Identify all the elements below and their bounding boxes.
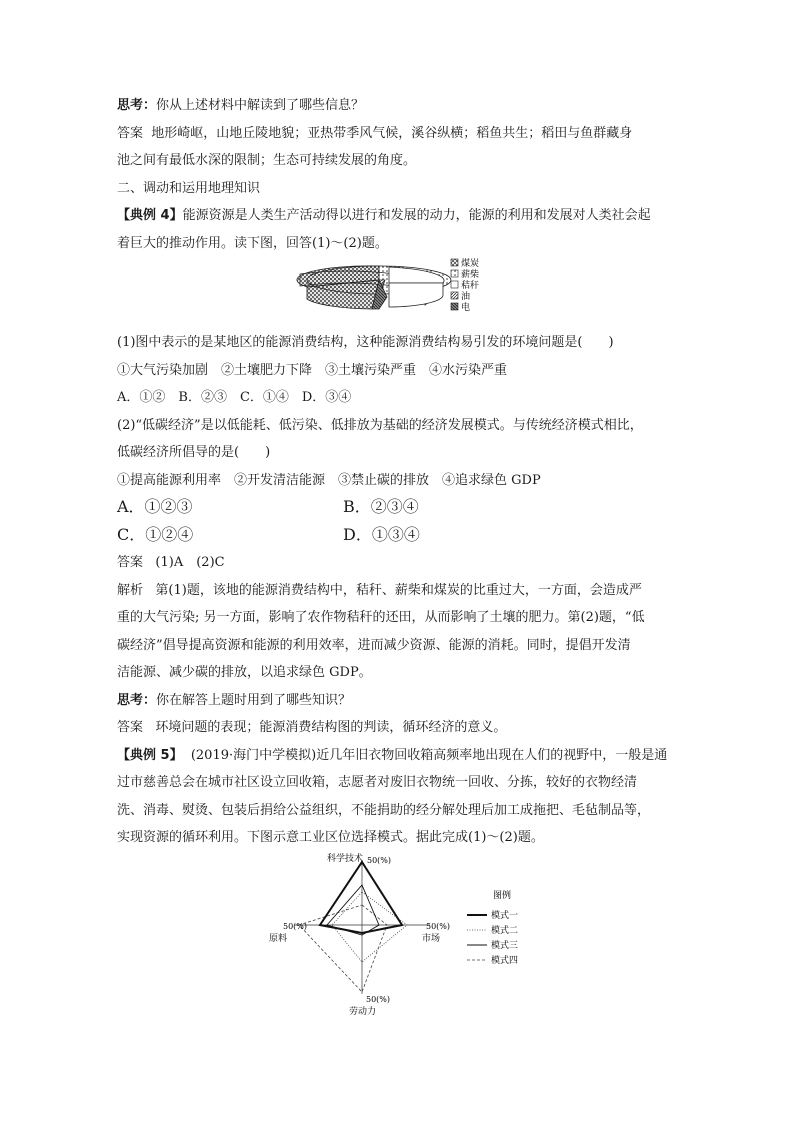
analysis-cont-3: 洁能源、减少碳的排放，以追求绿色 GDP。	[117, 665, 372, 680]
question-2-options: ①提高能源利用率 ②开发清洁能源 ③禁止碳的排放 ④追求绿色 GDP	[117, 472, 541, 488]
question-1-options: ①大气污染加剧 ②土壤肥力下降 ③土壤污染严重 ④水污染严重	[117, 362, 508, 378]
example-label: 【典例 5】	[117, 747, 183, 763]
example-5-intro: 【典例 5】 (2019·海门中学模拟)近几年旧衣物回收箱高频率地出现在人们的视野中，一般是通	[117, 747, 668, 763]
axis-label-market: 市场	[422, 933, 441, 944]
example-5-cont-3: 实现资源的循环利用。下图示意工业区位选择模式。据此完成(1)～(2)题。	[117, 830, 544, 845]
energy-pie-chart	[117, 257, 687, 329]
example-4-intro: 【典例 4】能源资源是人类生产活动得以进行和发展的动力，能源的利用和发展对人类社会起	[117, 208, 651, 223]
example-label: 【典例 4】	[117, 208, 183, 223]
legend-swatch-firewood	[451, 270, 458, 277]
axis-label-raw-material: 原料	[269, 933, 288, 944]
location-radar-chart	[117, 852, 687, 1030]
legend-swatch-straw	[451, 281, 458, 288]
axis-label-technology: 科学技术	[327, 853, 364, 864]
choice-d: D．①③④	[343, 524, 420, 544]
example-5-cont-1: 过市慈善总会在城市社区设立回收箱，志愿者对废旧衣物统一回收、分拣，较好的衣物经清	[117, 775, 638, 790]
axis-max-left: 50(%)	[283, 921, 308, 931]
axis-label-labor: 劳动力	[349, 1006, 377, 1017]
question-2-cont: 低碳经济所倡导的是( )	[117, 445, 271, 460]
answer-label: 答案	[117, 555, 144, 570]
legend-swatch-oil	[451, 292, 458, 299]
think-question-1: 思考：你从上述材料中解读到了哪些信息？	[117, 98, 365, 113]
legend-mode-2: 模式二	[491, 925, 519, 936]
pie-legend	[451, 257, 479, 313]
think-label: 思考：	[117, 98, 157, 113]
legend-mode-3: 模式三	[491, 940, 519, 951]
choice-c: C．①②④	[117, 524, 194, 544]
legend-swatch-electricity	[451, 303, 458, 310]
legend-oil: 油	[461, 292, 471, 302]
legend-mode-1: 模式一	[491, 910, 519, 921]
question-2: (2)“低碳经济”是以低能耗、低污染、低排放为基础的经济发展模式。与传统经济模式相比，	[117, 417, 643, 433]
answer-label: 答案	[117, 720, 144, 735]
radar-axes	[295, 862, 430, 994]
answer-label: 答案	[117, 125, 144, 141]
location-radar-figure	[117, 852, 687, 1030]
legend-swatch-coal	[451, 259, 458, 266]
question-2-choices-row1	[117, 494, 687, 522]
question-1: (1)图中表示的是某地区的能源消费结构，这种能源消费结构易引发的环境问题是( )	[117, 335, 614, 350]
legend-electricity: 电	[461, 303, 471, 313]
answer-1: 答案 地形崎岖，山地丘陵地貌；亚热带季风气候，溪谷纵横；稻鱼共生；稻田与鱼群藏身	[117, 125, 633, 141]
legend-firewood: 薪柴	[461, 270, 480, 280]
axis-max-right: 50(%)	[426, 921, 451, 931]
choice-b: B．②③④	[343, 497, 419, 516]
question-1-choices: A．①② B．②③ C．①④ D．③④	[117, 390, 352, 405]
document-page	[117, 92, 687, 1030]
analysis-cont-1: 重的大气污染; 另一方面，影响了农作物秸秆的还田，从而影响了土壤的肥力。第(2)题，“低	[117, 610, 645, 625]
section-heading: 二、调动和运用地理知识	[117, 180, 261, 196]
question-2-choices-row2	[117, 522, 687, 550]
choice-a: A．①②③	[117, 497, 193, 516]
legend-title: 图例	[493, 890, 512, 901]
analysis-cont-2: 碳经济”倡导提高资源和能源的利用效率，进而减少资源、能源的消耗。同时，提倡开发清	[117, 637, 631, 653]
radar-mode-4	[299, 905, 387, 992]
legend-coal: 煤炭	[461, 259, 480, 269]
legend-mode-4: 模式四	[491, 955, 519, 966]
axis-max-top: 50(%)	[367, 855, 392, 865]
think-question-2: 思考：你在解答上题时用到了哪些知识？	[117, 692, 352, 708]
energy-pie-figure	[117, 257, 687, 329]
axis-max-bottom: 50(%)	[366, 994, 391, 1004]
example-5-cont-2: 洗、消毒、熨烫、包装后捐给公益组织，不能捐助的经分解处理后加工成拖把、毛毡制品等，	[117, 802, 651, 818]
analysis: 解析 第(1)题，该地的能源消费结构中，秸秆、薪柴和煤炭的比重过大，一方面，会造成严	[117, 582, 642, 598]
answer-2: 答案 (1)A (2)C	[117, 555, 225, 570]
example-4-intro-cont: 着巨大的推动作用。读下图，回答(1)～(2)题。	[117, 235, 388, 251]
think-label: 思考：	[117, 692, 157, 708]
radar-legend	[467, 889, 518, 966]
radar-mode-1	[320, 862, 402, 933]
analysis-label: 解析	[117, 582, 144, 598]
answer-3: 答案 环境问题的表现；能源消费结构图的判读，循环经济的意义。	[117, 720, 507, 735]
answer-1-cont: 池之间有最低水深的限制；生态可持续发展的角度。	[117, 153, 417, 168]
legend-straw: 秸秆	[461, 281, 480, 291]
